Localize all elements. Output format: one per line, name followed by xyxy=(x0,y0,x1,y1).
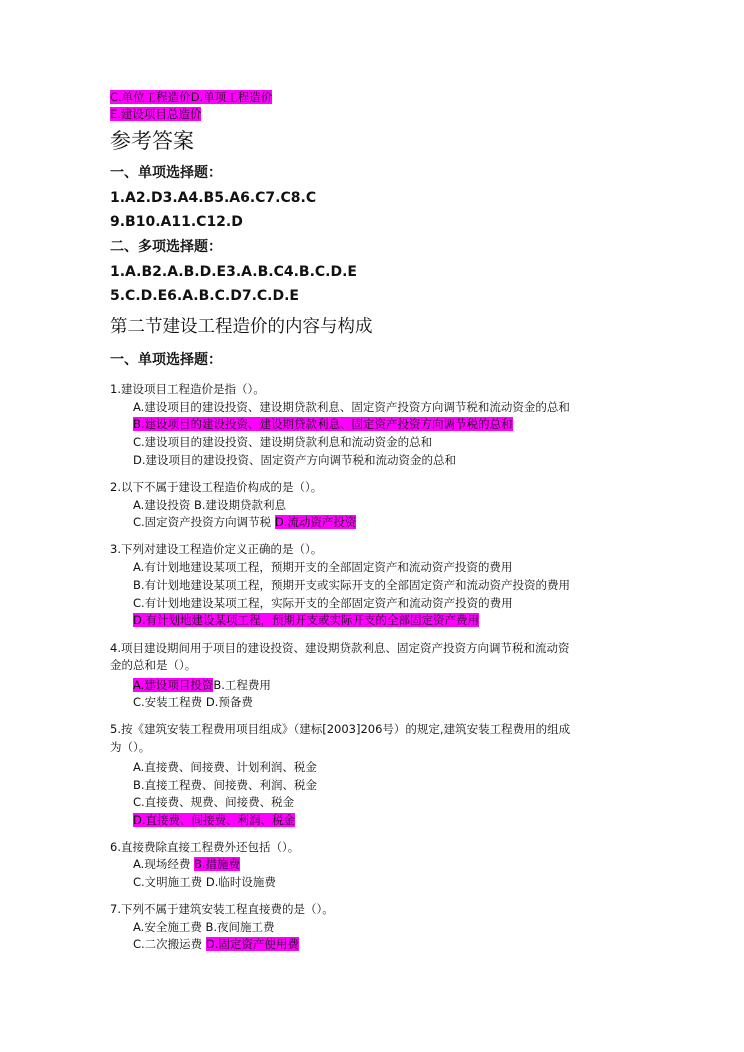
answer-highlight: B.措施费 xyxy=(193,857,241,871)
answer-highlight: D.直接费、间接费、利润、税金 xyxy=(133,813,296,827)
question-stem: 5.按《建筑安装工程费用项目组成》（建标[2003]206号）的规定,建筑安装工程费用的组成 xyxy=(110,722,571,736)
option: B.建设期贷款利息 xyxy=(193,498,287,512)
top-option-d: D.单项工程造价 xyxy=(190,90,273,104)
question-stem-cont: 为（）。 xyxy=(110,740,151,754)
option: A.现场经费 xyxy=(133,857,191,871)
option: D.临时设施费 xyxy=(205,875,276,889)
option: C.安装工程费 xyxy=(133,695,203,709)
option: C.固定资产投资方向调节税 xyxy=(133,515,272,529)
question-stem: 4.项目建设期间用于项目的建设投资、建设期贷款利息、固定资产投资方向调节税和流动资 xyxy=(110,641,570,655)
top-option-e-line xyxy=(110,106,201,123)
question-stem: 7.下列不属于建筑安装工程直接费的是（）。 xyxy=(110,902,334,916)
section-title: 第二节建设工程造价的内容与构成 xyxy=(110,317,373,337)
top-option-c: C.单位工程造价 xyxy=(110,90,191,104)
option xyxy=(133,612,479,629)
answers-single-heading: 一、单项选择题： xyxy=(110,165,222,181)
option: C.建设项目的建设投资、建设期贷款利息和流动资金的总和 xyxy=(133,435,433,449)
question-stem: 1.建设项目工程造价是指（）。 xyxy=(110,382,265,396)
option: C.直接费、规费、间接费、税金 xyxy=(133,795,295,809)
option-row xyxy=(133,874,276,891)
answers-multi-line1: 1.A.B2.A.B.D.E3.A.B.C4.B.C.D.E xyxy=(110,264,357,280)
answer-highlight: D.流动资产投资 xyxy=(274,515,357,529)
question-stem: 6.直接费除直接工程费外还包括（）。 xyxy=(110,840,300,854)
option-row xyxy=(133,677,271,694)
answer-highlight: D.有计划地建设某项工程，预期开支或实际开支的全部固定资产费用 xyxy=(133,613,480,627)
top-option-e: E.建设项目总造价 xyxy=(110,107,202,121)
option xyxy=(133,416,513,433)
option: A.直接费、间接费、计划利润、税金 xyxy=(133,760,317,774)
question-stem-cont: 金的总和是（）。 xyxy=(110,658,197,672)
option: B.有计划地建设某项工程，预期开支或实际开支的全部固定资产和流动资产投资的费用 xyxy=(133,578,571,592)
option-row xyxy=(133,936,299,953)
question-stem: 3.下列对建设工程造价定义正确的是（）。 xyxy=(110,542,323,556)
answers-multi-line2: 5.C.D.E6.A.B.C.D7.C.D.E xyxy=(110,288,299,304)
section-single-heading: 一、单项选择题： xyxy=(110,352,222,368)
answer-highlight: A.建设项目投资 xyxy=(133,678,214,692)
option: C.文明施工费 xyxy=(133,875,203,889)
option-row xyxy=(133,856,240,873)
top-options-line xyxy=(110,89,272,106)
option xyxy=(133,812,295,829)
option: A.安全施工费 xyxy=(133,920,202,934)
option: B.夜间施工费 xyxy=(205,920,275,934)
option: A.有计划地建设某项工程，预期开支的全部固定资产和流动资产投资的费用 xyxy=(133,560,513,574)
option: B.工程费用 xyxy=(213,678,271,692)
option: B.直接工程费、间接费、利润、税金 xyxy=(133,778,318,792)
option: A.建设投资 xyxy=(133,498,191,512)
option: C.有计划地建设某项工程，实际开支的全部固定资产和流动资产投资的费用 xyxy=(133,596,513,610)
answers-title: 参考答案 xyxy=(110,129,194,153)
question-stem: 2.以下不属于建设工程造价构成的是（）。 xyxy=(110,480,323,494)
option: D.建设项目的建设投资、固定资产方向调节税和流动资金的总和 xyxy=(133,453,457,467)
option-row xyxy=(133,497,286,514)
answer-highlight: D.固定资产使用费 xyxy=(205,937,299,951)
answers-single-line2: 9.B10.A11.C12.D xyxy=(110,214,243,230)
answers-multi-heading: 二、多项选择题： xyxy=(110,239,222,255)
option: A.建设项目的建设投资、建设期贷款利息、固定资产投资方向调节税和流动资金的总和 xyxy=(133,400,570,414)
answer-highlight: B.建设项目的建设投资、建设期贷款利息、固定资产投资方向调节税的总和 xyxy=(133,417,513,431)
option-row xyxy=(133,694,253,711)
option: C.二次搬运费 xyxy=(133,937,203,951)
option: D.预备费 xyxy=(205,695,253,709)
option-row xyxy=(133,514,356,531)
answers-single-line1: 1.A2.D3.A4.B5.A6.C7.C8.C xyxy=(110,190,317,206)
option-row xyxy=(133,919,275,936)
